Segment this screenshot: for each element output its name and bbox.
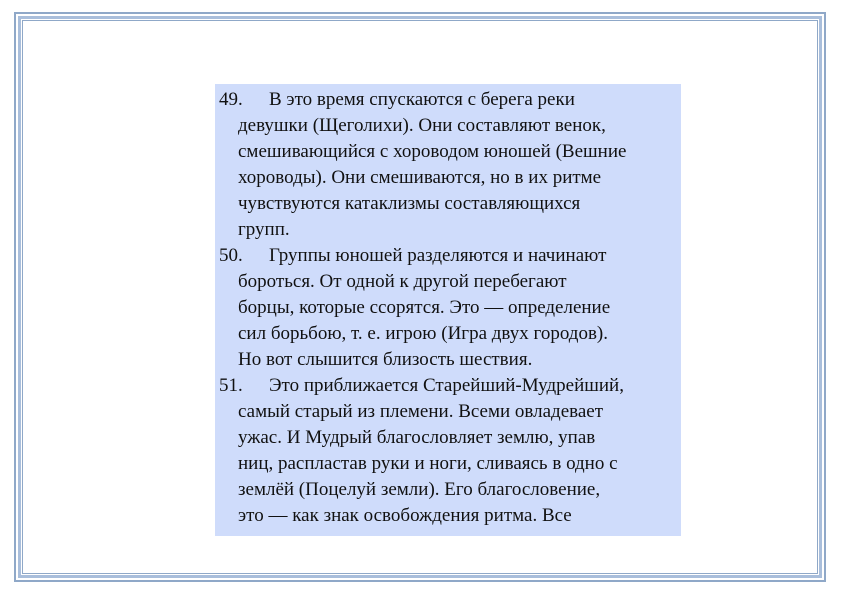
list-item-first-line — [219, 373, 677, 399]
list-item-49 — [219, 87, 677, 243]
list-item-text: Но вот слышится близость шествия. — [238, 349, 533, 370]
list-item-text: Это приближается Старейший-Мудрейший, — [269, 375, 624, 396]
list-item-number: 49. — [219, 89, 243, 110]
list-item-text: чувствуются катаклизмы составляющихся — [238, 193, 581, 214]
list-item-51 — [219, 373, 677, 529]
list-item-text: бороться. От одной к другой перебегают — [238, 271, 567, 292]
list-item-first-line — [219, 243, 677, 269]
text-panel — [215, 84, 681, 536]
list-item-text: хороводы). Они смешиваются, но в их ритме — [238, 167, 602, 188]
list-item-text: В это время спускаются с берега реки — [269, 89, 575, 110]
list-item-text: ниц, распластав руки и ноги, сливаясь в одно с — [238, 453, 618, 474]
list-item-first-line — [219, 87, 677, 113]
list-item-text: Группы юношей разделяются и начинают — [269, 245, 607, 266]
list-item-text: борцы, которые ссорятся. Это — определение — [238, 297, 611, 318]
list-item-text: смешивающийся с хороводом юношей (Вешние — [238, 141, 627, 162]
list-item-text: девушки (Щеголихи). Они составляют венок, — [238, 115, 606, 136]
list-item-text: землёй (Поцелуй земли). Его благословение, — [238, 479, 601, 500]
list-item-number: 51. — [219, 375, 243, 396]
list-item-text: ужас. И Мудрый благословляет землю, упав — [238, 427, 596, 448]
list-item-text: это — как знак освобождения ритма. Все — [238, 505, 572, 526]
list-item-50 — [219, 243, 677, 373]
list-item-text: сил борьбою, т. е. игрою (Игра двух городов). — [238, 323, 608, 344]
list-item-text: групп. — [238, 219, 290, 240]
list-item-number: 50. — [219, 245, 243, 266]
list-item-text: самый старый из племени. Всеми овладевает — [238, 401, 604, 422]
